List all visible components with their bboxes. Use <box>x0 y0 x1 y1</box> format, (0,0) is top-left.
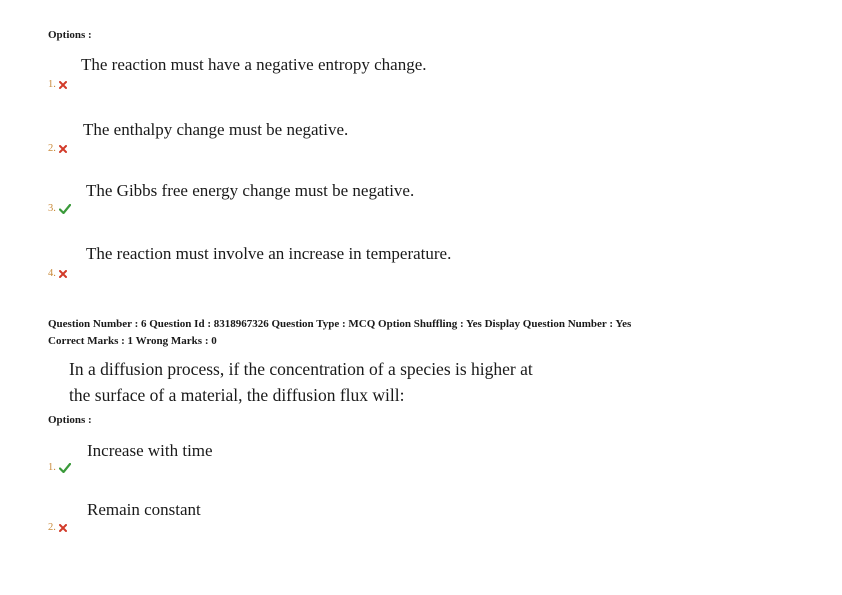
option-text: The reaction must have a negative entropy change. <box>81 55 427 74</box>
option-number-label: 2. <box>48 522 56 533</box>
option-number <box>48 268 67 279</box>
option-number <box>48 79 67 90</box>
option-number-label: 1. <box>48 462 56 473</box>
question-text-line2: the surface of a material, the diffusion flux will: <box>69 385 405 405</box>
option-text: The enthalpy change must be negative. <box>83 120 349 139</box>
option-number-label: 4. <box>48 268 56 279</box>
option-text: The reaction must involve an increase in temperature. <box>86 244 452 263</box>
check-icon <box>59 463 71 473</box>
option-number-label: 1. <box>48 79 56 90</box>
question-marks: Correct Marks : 1 Wrong Marks : 0 <box>48 335 217 347</box>
option-text: Increase with time <box>87 441 213 460</box>
cross-icon <box>59 145 67 153</box>
option-number <box>48 203 71 214</box>
option-number <box>48 462 71 473</box>
options-label: Options : <box>48 414 92 426</box>
option-number-label: 3. <box>48 203 56 214</box>
question-meta: Question Number : 6 Question Id : 8318967326 Question Type : MCQ Option Shuffling : Yes Display Question Number : Yes <box>48 318 632 330</box>
option-text: Remain constant <box>87 500 201 519</box>
option-number-label: 2. <box>48 143 56 154</box>
option-number <box>48 143 67 154</box>
cross-icon <box>59 524 67 532</box>
check-icon <box>59 204 71 214</box>
cross-icon <box>59 270 67 278</box>
question-text-line1: In a diffusion process, if the concentration of a species is higher at <box>69 359 533 379</box>
options-label: Options : <box>48 29 92 41</box>
option-number <box>48 522 67 533</box>
cross-icon <box>59 81 67 89</box>
option-text: The Gibbs free energy change must be negative. <box>86 181 415 200</box>
